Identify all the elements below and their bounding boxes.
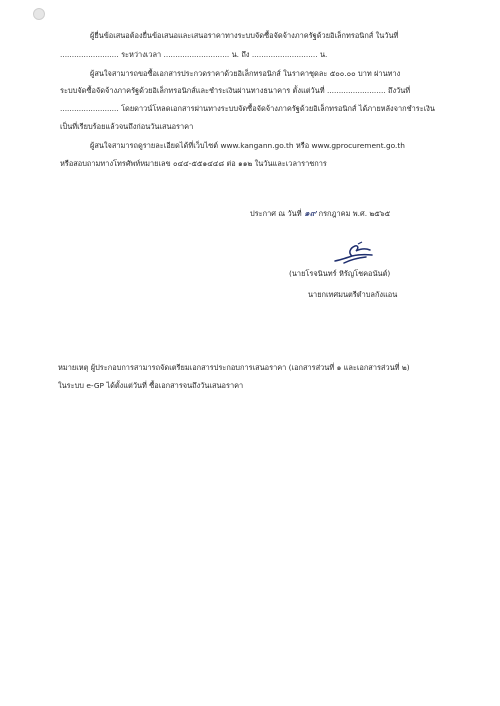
paragraph-submission-line-1: ผู้ยื่นข้อเสนอต้องยื่นข้อเสนอและเสนอราคาทางระบบจัดซื้อจัดจ้างภาครัฐด้วยอิเล็กทรอนิกส์ ในวันที่ bbox=[90, 31, 399, 40]
handwritten-signature bbox=[332, 240, 376, 266]
paragraph-contact-line-2: หรือสอบถามทางโทรศัพท์หมายเลข ๐๔๔-๕๕๑๔๔๘ ต่อ ๑๑๒ ในวันและเวลาราชการ bbox=[60, 159, 327, 168]
paragraph-purchase-line-2: ระบบจัดซื้อจัดจ้างภาครัฐด้วยอิเล็กทรอนิกส์และชำระเงินผ่านทางธนาคาร ตั้งแต่วันที่ ......................... ถึงวันที่ bbox=[60, 86, 411, 95]
paragraph-purchase-line-4: เป็นที่เรียบร้อยแล้วจนถึงก่อนวันเสนอราคา bbox=[60, 122, 194, 131]
punch-hole bbox=[33, 8, 45, 20]
announcement-month-year: กรกฎาคม พ.ศ. ๒๕๖๕ bbox=[318, 209, 391, 218]
paragraph-contact-line-1: ผู้สนใจสามารถดูรายละเอียดได้ที่เว็บไซต์ www.kangann.go.th หรือ www.gprocurement.go.th bbox=[90, 141, 405, 150]
remark-line-1: หมายเหตุ ผู้ประกอบการสามารถจัดเตรียมเอกสารประกอบการเสนอราคา (เอกสารส่วนที่ ๑ และเอกสารส่วนที่ ๒) bbox=[58, 363, 410, 372]
announcement-day: ๑๙ bbox=[303, 209, 317, 219]
paragraph-purchase-line-3: ......................... โดยดาวน์โหลดเอกสารผ่านทางระบบจัดซื้อจัดจ้างภาครัฐด้วยอิเล็กทรอนิกส์ ได้ภายหลังจากชำระเงิน bbox=[60, 104, 435, 113]
announcement-prefix: ประกาศ ณ วันที่ bbox=[250, 209, 302, 218]
signer-title: นายกเทศมนตรีตำบลกังแอน bbox=[308, 290, 398, 299]
announcement-date bbox=[250, 209, 390, 219]
paragraph-submission-line-2: ......................... ระหว่างเวลา ............................ น. ถึง ............................ น. bbox=[60, 50, 328, 59]
signer-name: (นายโรจนินทร์ หิรัญโชคอนันต์) bbox=[289, 269, 391, 278]
paragraph-purchase-line-1: ผู้สนใจสามารถขอซื้อเอกสารประกวดราคาด้วยอิเล็กทรอนิกส์ ในราคาชุดละ ๕๐๐.๐๐ บาท ผ่านทาง bbox=[90, 69, 401, 78]
remark-line-2: ในระบบ e-GP ได้ตั้งแต่วันที่ ซื้อเอกสารจนถึงวันเสนอราคา bbox=[58, 381, 244, 390]
